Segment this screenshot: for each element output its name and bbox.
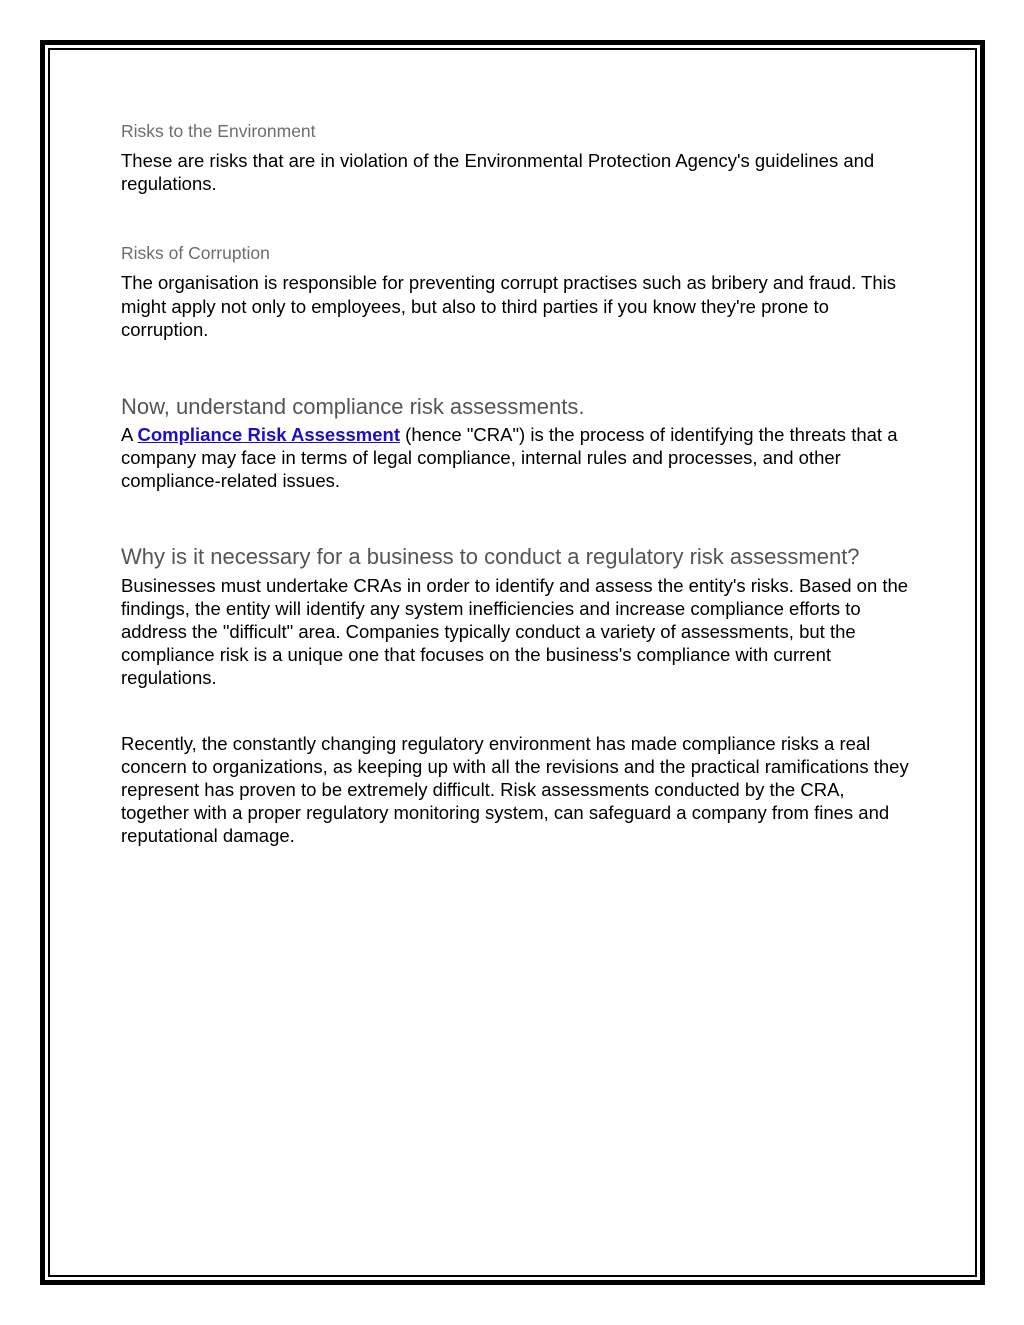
- body-suffix-text: (hence "CRA") is the process of identifying the threats that a company may face in terms of legal compliance, internal rules and processes, and other compliance-related issues.: [121, 424, 898, 492]
- document-content: [121, 120, 911, 848]
- compliance-risk-assessment-link[interactable]: Compliance Risk Assessment: [137, 424, 401, 446]
- section-body-compliance-assessments: [121, 423, 911, 493]
- section-body-corruption: The organisation is responsible for preventing corrupt practises such as bribery and fraud. This might apply not only to employees, but also to third parties if you know they're prone to corruption.: [121, 272, 897, 340]
- section-heading-compliance-assessments: Now, understand compliance risk assessments.: [121, 394, 585, 420]
- body-prefix-text: A: [121, 424, 138, 446]
- section-body-environment: These are risks that are in violation of the Environmental Protection Agency's guidelines and regulations.: [121, 150, 875, 195]
- section-heading-environment: Risks to the Environment: [121, 121, 316, 141]
- section-heading-why-necessary: Why is it necessary for a business to conduct a regulatory risk assessment?: [121, 543, 860, 569]
- section-heading-corruption: Risks of Corruption: [121, 243, 270, 264]
- section-body-recently: Recently, the constantly changing regulatory environment has made compliance risks a real concern to organizations, as keeping up with all the revisions and the practical ramifications they represent has proven to be extremely difficult. Risk assessments conducted by the CRA, together with a proper regulatory monitoring system, can safeguard a company from fines and reputational damage.: [121, 732, 909, 847]
- section-body-why-necessary: Businesses must undertake CRAs in order to identify and assess the entity's risks. Based on the findings, the entity will identify any system inefficiencies and increase compliance efforts to address the "difficult" area. Companies typically conduct a variety of assessments, but the compliance risk is a unique one that focuses on the business's compliance with current regulations.: [121, 574, 909, 689]
